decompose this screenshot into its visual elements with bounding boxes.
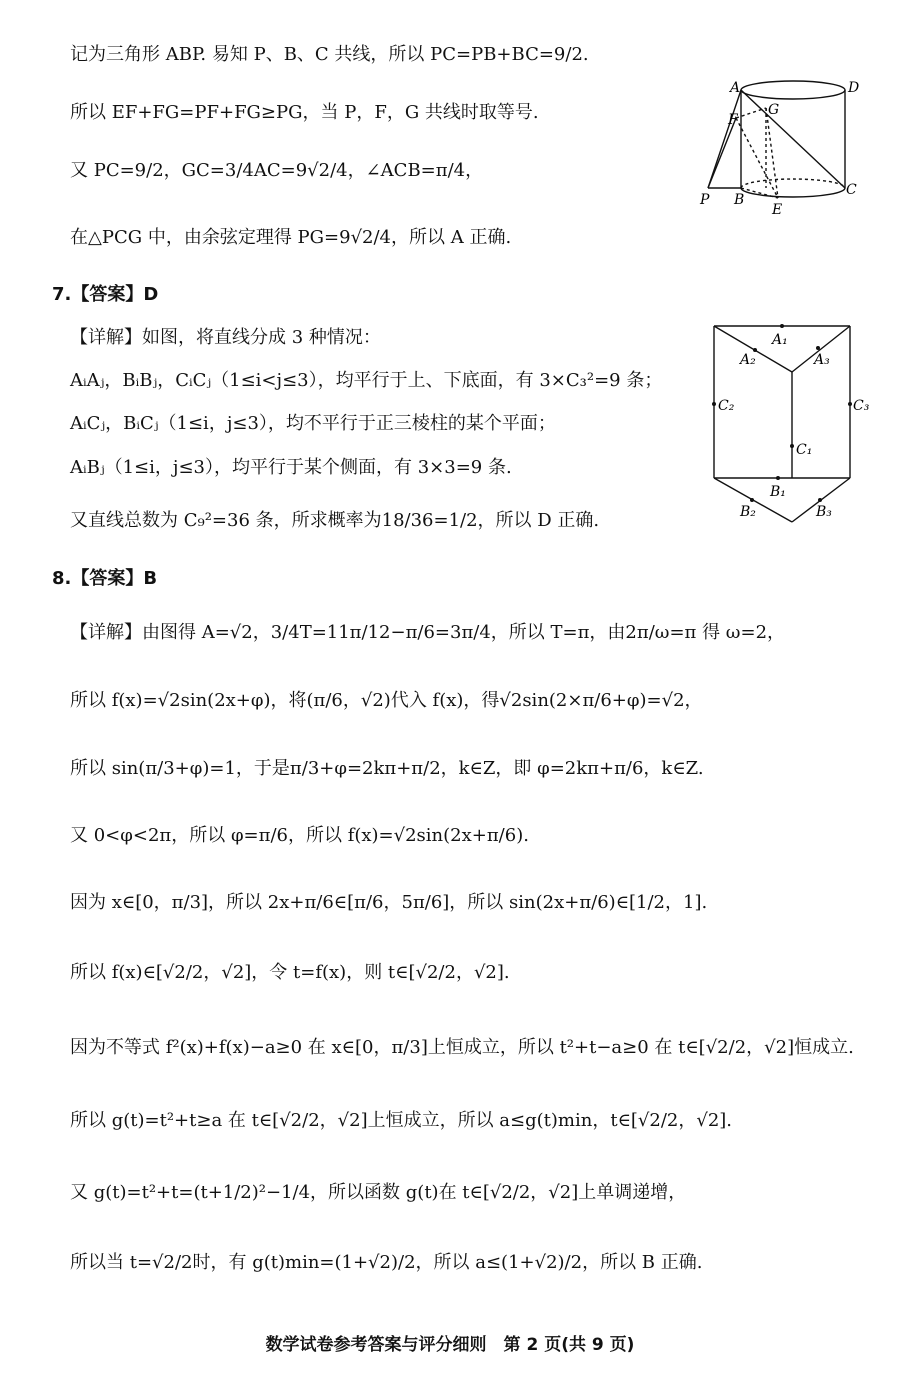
text-line: 因为不等式 f²(x)+f(x)−a≥0 在 x∈[0，π/3]上恒成立，所以 t²+t−a≥0 在 t∈[√2/2，√2]恒成立. xyxy=(70,1037,854,1058)
prism-figure xyxy=(700,320,870,525)
fig1-label: D xyxy=(848,80,860,96)
fig1-label: F xyxy=(728,112,738,128)
text-line: 所以 g(t)=t²+t≥a 在 t∈[√2/2，√2]上恒成立，所以 a≤g(t)min，t∈[√2/2，√2]. xyxy=(70,1110,733,1131)
text-line: 又 0<φ<2π，所以 φ=π/6，所以 f(x)=√2sin(2x+π/6). xyxy=(70,825,529,846)
cylinder-figure xyxy=(698,78,868,218)
text-line: 所以 sin(π/3+φ)=1，于是π/3+φ=2kπ+π/2，k∈Z，即 φ=2kπ+π/6，k∈Z. xyxy=(70,758,704,779)
text-line: 所以 f(x)=√2sin(2x+φ)，将(π/6，√2)代入 f(x)，得√2sin(2×π/6+φ)=√2， xyxy=(70,690,703,711)
fig2-label: A₂ xyxy=(740,352,756,368)
text-line: 又 PC=9/2，GC=3/4AC=9√2/4，∠ACB=π/4， xyxy=(70,160,484,181)
text-line: AᵢCⱼ，BᵢCⱼ（1≤i，j≤3），均不平行于正三棱柱的某个平面； xyxy=(70,413,556,434)
fig1-label: B xyxy=(734,192,745,208)
fig2-label: B₃ xyxy=(816,504,832,520)
fig1-label: C xyxy=(846,182,857,198)
fig2-label: B₂ xyxy=(740,504,756,520)
text-line: 又直线总数为 C₉²=36 条，所求概率为18/36=1/2，所以 D 正确. xyxy=(70,510,600,531)
text-line: 在△PCG 中，由余弦定理得 PG=9√2/4，所以 A 正确. xyxy=(70,227,512,248)
question-8-answer: 8.【答案】B xyxy=(52,568,158,589)
question-7-answer: 7.【答案】D xyxy=(52,284,159,305)
text-line: 记为三角形 ABP. 易知 P、B、C 共线，所以 PC=PB+BC=9/2. xyxy=(70,44,589,65)
text-line: AᵢBⱼ（1≤i，j≤3），均平行于某个侧面，有 3×3=9 条. xyxy=(70,457,512,478)
fig2-label: A₁ xyxy=(772,332,788,348)
text-line: 因为 x∈[0，π/3]，所以 2x+π/6∈[π/6，5π/6]，所以 sin(2x+π/6)∈[1/2，1]. xyxy=(70,892,708,913)
text-line: AᵢAⱼ，BᵢBⱼ，CᵢCⱼ（1≤i<j≤3），均平行于上、下底面，有 3×C₃²=9 条； xyxy=(70,370,663,391)
fig2-label: C₂ xyxy=(718,398,735,414)
fig2-label: B₁ xyxy=(770,484,786,500)
fig1-label: E xyxy=(772,202,783,218)
text-line: 【详解】由图得 A=√2，3/4T=11π/12−π/6=3π/4，所以 T=π，由2π/ω=π 得 ω=2， xyxy=(70,622,786,643)
fig1-label: G xyxy=(768,102,780,118)
page-footer: 数学试卷参考答案与评分细则 第 2 页(共 9 页) xyxy=(265,1335,635,1355)
fig2-label: C₃ xyxy=(853,398,870,414)
text-line: 又 g(t)=t²+t=(t+1/2)²−1/4，所以函数 g(t)在 t∈[√2/2，√2]上单调递增， xyxy=(70,1182,687,1203)
fig2-label: C₁ xyxy=(796,442,813,458)
fig1-label: A xyxy=(730,80,741,96)
text-line: 【详解】如图，将直线分成 3 种情况： xyxy=(70,327,381,348)
fig2-label: A₃ xyxy=(814,352,830,368)
text-line: 所以 EF+FG=PF+FG≥PG，当 P，F，G 共线时取等号. xyxy=(70,102,539,123)
text-line: 所以当 t=√2/2时，有 g(t)min=(1+√2)/2，所以 a≤(1+√2)/2，所以 B 正确. xyxy=(70,1252,703,1273)
fig1-label: P xyxy=(700,192,710,208)
text-line: 所以 f(x)∈[√2/2，√2]，令 t=f(x)，则 t∈[√2/2，√2]. xyxy=(70,962,510,983)
